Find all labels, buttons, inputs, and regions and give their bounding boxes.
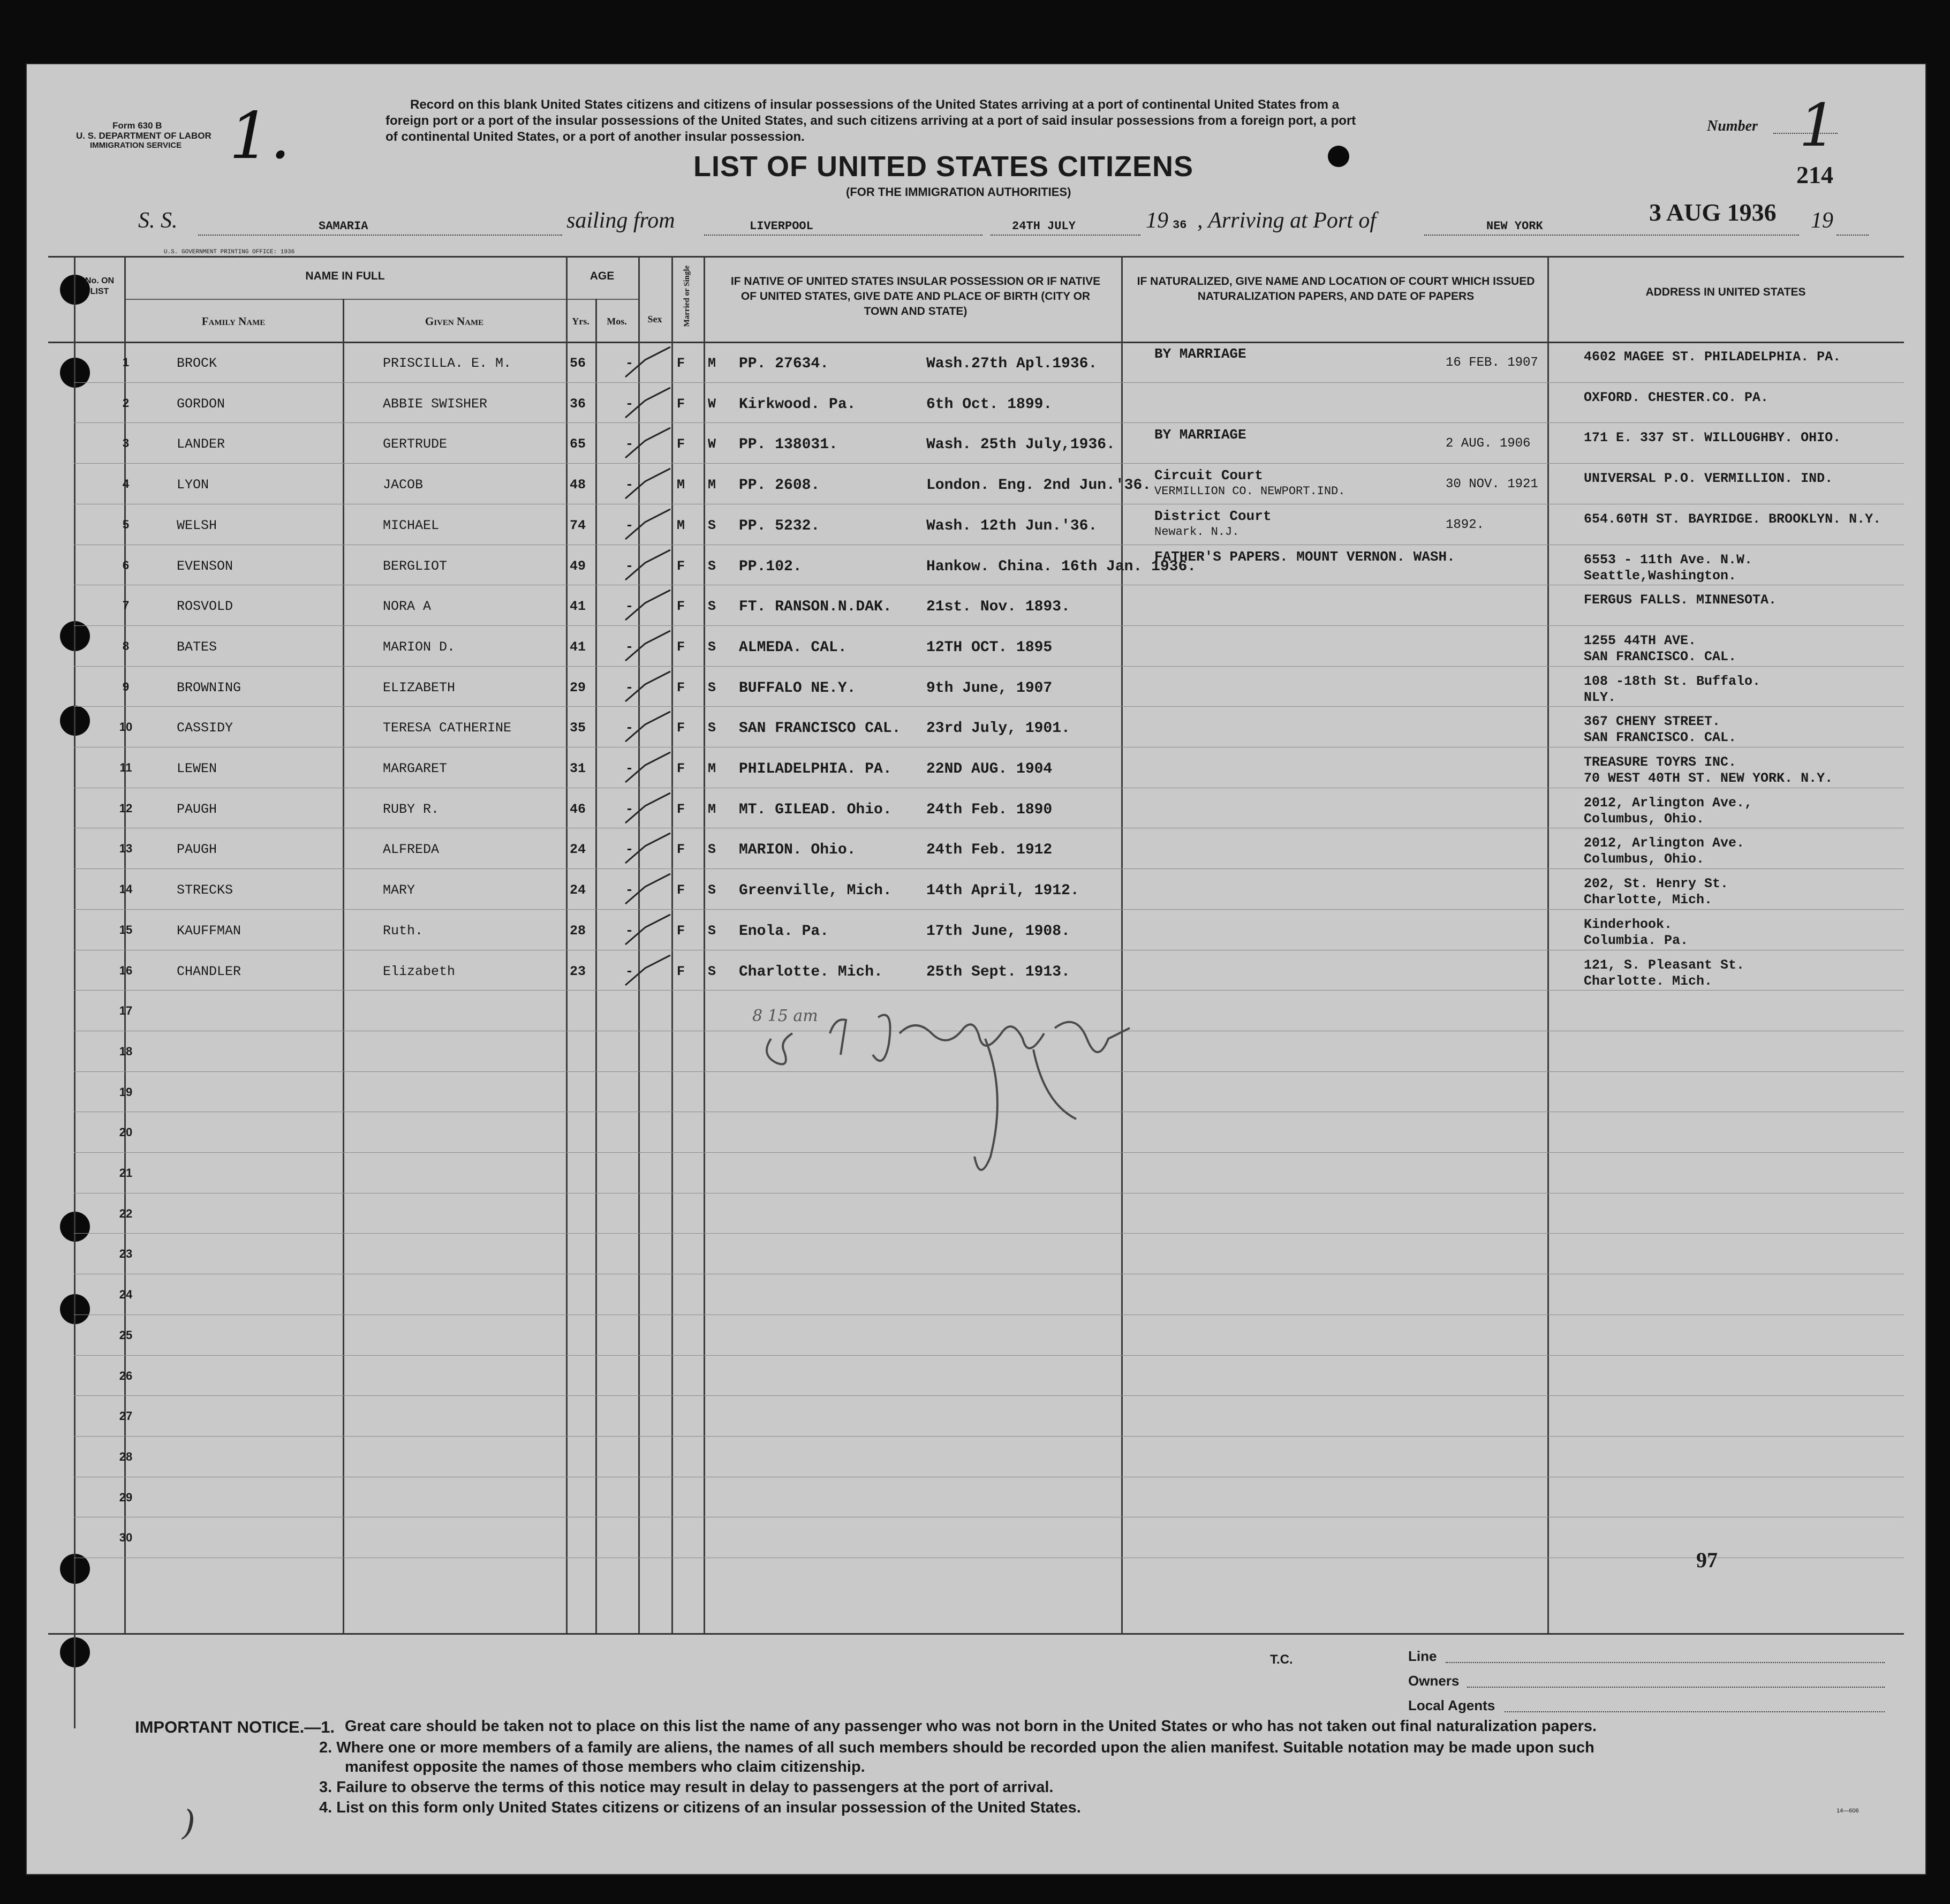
marital-cell: S bbox=[708, 558, 716, 574]
page-subtitle: (FOR THE IMMIGRATION AUTHORITIES) bbox=[846, 185, 1071, 199]
ss-label: S. S. bbox=[138, 208, 178, 233]
age-years-cell: 56 bbox=[570, 356, 586, 371]
header-age: AGE bbox=[589, 270, 615, 282]
margin-mark: ) bbox=[182, 1803, 195, 1843]
row-number: 7 bbox=[122, 599, 130, 613]
header-name-in-full: NAME IN FULL bbox=[305, 270, 385, 282]
row-number: 22 bbox=[119, 1206, 133, 1220]
birth-date-cell: 23rd July, 1901. bbox=[926, 720, 1070, 737]
age-months-cell: - bbox=[625, 761, 634, 776]
given-name-cell: TERESA CATHERINE bbox=[383, 720, 512, 736]
page-title: LIST OF UNITED STATES CITIZENS bbox=[693, 150, 1193, 183]
birth-date-cell: 12TH OCT. 1895 bbox=[926, 639, 1053, 656]
address-line-2: Columbia. Pa. bbox=[1584, 932, 1689, 948]
row-number: 18 bbox=[119, 1044, 133, 1058]
birth-date-cell: 9th June, 1907 bbox=[926, 679, 1053, 697]
given-name-cell: Ruth. bbox=[383, 923, 424, 939]
sex-cell: F bbox=[677, 396, 685, 412]
table-top-border bbox=[48, 256, 1904, 258]
address-line-2: Seattle,Washington. bbox=[1584, 568, 1737, 584]
marital-cell: S bbox=[708, 963, 716, 979]
row-rule bbox=[74, 909, 1904, 910]
naturalization-date-cell: 30 NOV. 1921 bbox=[1446, 477, 1538, 492]
check-mark bbox=[621, 629, 675, 666]
arrival-year-prefix: 19 bbox=[1811, 208, 1833, 233]
notice-3: 3. Failure to observe the terms of this notice may result in delay to passengers at the port of arrival. bbox=[319, 1779, 1054, 1796]
age-years-cell: 49 bbox=[570, 558, 586, 574]
check-mark bbox=[621, 709, 675, 747]
row-number: 21 bbox=[119, 1166, 133, 1180]
number-label: Number bbox=[1707, 118, 1758, 134]
col-line bbox=[343, 299, 344, 1633]
row-rule bbox=[74, 1436, 1904, 1437]
age-years-cell: 28 bbox=[570, 923, 586, 939]
address-line-1: 171 E. 337 ST. WILLOUGHBY. OHIO. bbox=[1584, 430, 1841, 446]
row-number: 26 bbox=[119, 1369, 133, 1382]
form-code: 14—606 bbox=[1836, 1808, 1859, 1814]
row-number: 29 bbox=[119, 1490, 133, 1504]
marital-cell: W bbox=[708, 396, 716, 412]
row-rule bbox=[74, 463, 1904, 464]
family-name-cell: EVENSON bbox=[177, 558, 233, 574]
form-dept: U. S. DEPARTMENT OF LABOR bbox=[76, 131, 211, 141]
arrival-port: NEW YORK bbox=[1486, 220, 1543, 233]
naturalization-date-cell: 2 AUG. 1906 bbox=[1446, 436, 1531, 451]
sex-cell: M bbox=[677, 517, 685, 533]
age-months-cell: - bbox=[625, 558, 634, 574]
arrival-year-underline bbox=[1836, 235, 1869, 236]
sex-cell: F bbox=[677, 761, 685, 776]
row-number: 12 bbox=[119, 801, 133, 815]
age-months-cell: - bbox=[625, 923, 634, 939]
birth-date-cell: 6th Oct. 1899. bbox=[926, 396, 1053, 413]
sail-date: 24TH JULY bbox=[1012, 220, 1076, 233]
from-port: LIVERPOOL bbox=[750, 220, 813, 233]
number-value: 1 bbox=[1799, 91, 1836, 160]
row-number: 30 bbox=[119, 1531, 133, 1545]
row-rule bbox=[74, 1314, 1904, 1315]
given-name-cell: NORA A bbox=[383, 599, 432, 615]
check-mark bbox=[621, 669, 675, 707]
marital-cell: M bbox=[708, 801, 716, 817]
given-name-cell: RUBY R. bbox=[383, 801, 440, 817]
address-line-1: OXFORD. CHESTER.CO. PA. bbox=[1584, 389, 1769, 405]
family-name-cell: PAUGH bbox=[177, 801, 217, 817]
marital-cell: S bbox=[708, 882, 716, 898]
row-number: 23 bbox=[119, 1247, 133, 1261]
birth-date-cell: 17th June, 1908. bbox=[926, 923, 1070, 940]
marital-cell: M bbox=[708, 477, 716, 493]
birth-place-cell: Enola. Pa. bbox=[739, 923, 829, 940]
check-mark bbox=[621, 912, 675, 950]
row-rule bbox=[74, 422, 1904, 423]
header-given-name: Given Name bbox=[425, 315, 484, 328]
birth-place-cell: PP. 2608. bbox=[739, 477, 820, 494]
given-name-cell: MARY bbox=[383, 882, 415, 898]
given-name-cell: MARION D. bbox=[383, 639, 456, 655]
family-name-cell: CHANDLER bbox=[177, 963, 241, 979]
header-mos: Mos. bbox=[607, 316, 627, 327]
address-line-2: SAN FRANCISCO. CAL. bbox=[1584, 730, 1737, 746]
naturalization-location-cell: Newark. N.J. bbox=[1154, 525, 1239, 539]
row-rule bbox=[74, 666, 1904, 667]
row-number: 14 bbox=[119, 882, 133, 896]
notice-label: IMPORTANT NOTICE.—1. bbox=[135, 1718, 335, 1736]
birth-date-cell: 24th Feb. 1890 bbox=[926, 801, 1053, 818]
naturalization-court-cell: Circuit Court bbox=[1154, 467, 1263, 484]
row-rule bbox=[74, 625, 1904, 626]
line-label: Line bbox=[1408, 1648, 1437, 1664]
naturalization-court-cell: BY MARRIAGE bbox=[1154, 346, 1246, 362]
address-line-1: 1255 44TH AVE. bbox=[1584, 632, 1697, 648]
marital-cell: M bbox=[708, 356, 716, 371]
family-name-cell: PAUGH bbox=[177, 842, 217, 858]
row-number: 1 bbox=[122, 356, 130, 369]
row-number: 11 bbox=[119, 761, 132, 774]
row-rule bbox=[74, 1355, 1904, 1356]
birth-place-cell: BUFFALO NE.Y. bbox=[739, 679, 856, 697]
arrival-underline bbox=[1424, 235, 1799, 236]
check-mark bbox=[621, 345, 675, 382]
marital-cell: S bbox=[708, 923, 716, 939]
given-name-cell: BERGLIOT bbox=[383, 558, 448, 574]
row-number: 15 bbox=[119, 923, 133, 936]
notice-2b: manifest opposite the names of those members who claim citizenship. bbox=[345, 1758, 865, 1775]
age-months-cell: - bbox=[625, 356, 634, 371]
arriving-label: , Arriving at Port of bbox=[1197, 208, 1377, 233]
row-number: 9 bbox=[122, 679, 130, 693]
family-name-cell: LEWEN bbox=[177, 761, 217, 776]
check-mark bbox=[621, 588, 675, 625]
table-bottom-border bbox=[48, 1633, 1904, 1635]
given-name-cell: ALFREDA bbox=[383, 842, 440, 858]
age-years-cell: 24 bbox=[570, 842, 586, 858]
birth-place-cell: PP.102. bbox=[739, 558, 802, 575]
line-underline bbox=[1446, 1662, 1885, 1663]
address-line-1: Kinderhook. bbox=[1584, 916, 1673, 932]
age-months-cell: - bbox=[625, 477, 634, 493]
address-line-1: 367 CHENY STREET. bbox=[1584, 714, 1721, 730]
age-years-cell: 48 bbox=[570, 477, 586, 493]
notice-2a: 2. Where one or more members of a family are aliens, the names of all such members should be recorded upon the alien manifest. Suitable notation may be made upon such bbox=[319, 1739, 1594, 1756]
birth-place-cell: MT. GILEAD. Ohio. bbox=[739, 801, 892, 818]
given-name-cell: PRISCILLA. E. M. bbox=[383, 356, 512, 371]
naturalization-date-cell: 16 FEB. 1907 bbox=[1446, 356, 1538, 370]
year-prefix: 19 bbox=[1146, 208, 1168, 233]
sex-cell: M bbox=[677, 477, 685, 493]
address-line-1: 108 -18th St. Buffalo. bbox=[1584, 673, 1761, 689]
address-line-2: 70 WEST 40TH ST. NEW YORK. N.Y. bbox=[1584, 770, 1833, 786]
birth-place-cell: Charlotte. Mich. bbox=[739, 963, 883, 980]
age-sub-divider bbox=[566, 299, 638, 300]
age-years-cell: 35 bbox=[570, 720, 586, 736]
marital-cell: S bbox=[708, 842, 716, 858]
sex-cell: F bbox=[677, 842, 685, 858]
sailing-label: sailing from bbox=[566, 208, 675, 233]
instructions-line-3: of continental United States, or a port of another insular possession. bbox=[386, 130, 805, 144]
birth-date-cell: 25th Sept. 1913. bbox=[926, 963, 1070, 980]
table-header-divider bbox=[48, 342, 1904, 343]
marital-cell: S bbox=[708, 639, 716, 655]
row-number: 27 bbox=[119, 1409, 133, 1423]
col-line bbox=[74, 256, 75, 1728]
given-name-cell: GERTRUDE bbox=[383, 436, 448, 452]
form-id: Form 630 B bbox=[112, 120, 162, 131]
address-line-1: FERGUS FALLS. MINNESOTA. bbox=[1584, 592, 1777, 608]
family-name-cell: BROCK bbox=[177, 356, 217, 371]
col-line bbox=[1121, 256, 1123, 1633]
sex-cell: F bbox=[677, 558, 685, 574]
header-family-name: Family Name bbox=[201, 315, 266, 328]
birth-date-cell: London. Eng. 2nd Jun.'36. bbox=[926, 477, 1152, 494]
check-mark bbox=[621, 953, 675, 991]
marital-cell: S bbox=[708, 517, 716, 533]
check-mark bbox=[621, 872, 675, 909]
sail-date-underline bbox=[991, 235, 1140, 236]
address-line-1: TREASURE TOYRS INC. bbox=[1584, 754, 1737, 770]
age-months-cell: - bbox=[625, 882, 634, 898]
address-line-1: 202, St. Henry St. bbox=[1584, 876, 1729, 892]
notice-4: 4. List on this form only United States citizens or citizens of an insular possession of the United States. bbox=[319, 1799, 1081, 1816]
age-years-cell: 36 bbox=[570, 396, 586, 412]
family-name-cell: ROSVOLD bbox=[177, 599, 233, 615]
naturalization-court-cell: BY MARRIAGE bbox=[1154, 427, 1246, 443]
age-years-cell: 41 bbox=[570, 639, 586, 655]
col-line bbox=[704, 256, 705, 1633]
row-number: 5 bbox=[122, 517, 130, 531]
printer-line: U.S. GOVERNMENT PRINTING OFFICE: 1936 bbox=[164, 249, 295, 255]
age-years-cell: 65 bbox=[570, 436, 586, 452]
address-line-2: SAN FRANCISCO. CAL. bbox=[1584, 648, 1737, 664]
birth-date-cell: 14th April, 1912. bbox=[926, 882, 1079, 900]
age-months-cell: - bbox=[625, 436, 634, 452]
birth-date-cell: 24th Feb. 1912 bbox=[926, 842, 1053, 859]
row-rule bbox=[74, 868, 1904, 869]
row-number: 16 bbox=[119, 963, 133, 977]
sex-cell: F bbox=[677, 639, 685, 655]
row-rule bbox=[74, 1395, 1904, 1396]
row-rule bbox=[74, 990, 1904, 991]
age-years-cell: 29 bbox=[570, 679, 586, 696]
row-number: 24 bbox=[119, 1288, 133, 1302]
inspector-signature bbox=[755, 996, 1151, 1199]
header-naturalized: IF NATURALIZED, GIVE NAME AND LOCATION OF COURT WHICH ISSUED NATURALIZATION PAPERS, AND DATE OF PAPERS bbox=[1137, 275, 1535, 303]
family-name-cell: LANDER bbox=[177, 436, 225, 452]
row-rule bbox=[74, 706, 1904, 707]
given-name-cell: MARGARET bbox=[383, 761, 448, 776]
age-years-cell: 74 bbox=[570, 517, 586, 533]
address-line-1: 2012, Arlington Ave. bbox=[1584, 835, 1745, 851]
col-line bbox=[566, 256, 568, 1633]
naturalization-date-cell: 1892. bbox=[1446, 517, 1485, 532]
birth-place-cell: Greenville, Mich. bbox=[739, 882, 892, 900]
age-months-cell: - bbox=[625, 517, 634, 533]
birth-place-cell: SAN FRANCISCO CAL. bbox=[739, 720, 901, 737]
ship-underline bbox=[198, 235, 562, 236]
from-underline bbox=[704, 235, 982, 236]
age-years-cell: 23 bbox=[570, 963, 586, 979]
marital-cell: M bbox=[708, 761, 716, 776]
row-number: 20 bbox=[119, 1125, 133, 1139]
row-number: 10 bbox=[119, 720, 133, 734]
birth-date-cell: 22ND AUG. 1904 bbox=[926, 761, 1053, 777]
naturalization-location-cell: VERMILLION CO. NEWPORT.IND. bbox=[1154, 485, 1346, 498]
family-name-cell: BROWNING bbox=[177, 679, 241, 696]
birth-date-cell: Wash.27th Apl.1936. bbox=[926, 356, 1098, 372]
age-months-cell: - bbox=[625, 720, 634, 736]
manifest-sheet bbox=[26, 63, 1926, 1875]
col-line bbox=[124, 256, 126, 1633]
birth-place-cell: ALMEDA. CAL. bbox=[739, 639, 847, 656]
marital-cell: S bbox=[708, 679, 716, 696]
given-name-cell: JACOB bbox=[383, 477, 424, 493]
form-service: IMMIGRATION SERVICE bbox=[90, 141, 182, 150]
address-line-1: UNIVERSAL P.O. VERMILLION. IND. bbox=[1584, 471, 1833, 487]
row-number: 4 bbox=[122, 477, 130, 491]
check-mark bbox=[621, 750, 675, 788]
birth-date-cell: 21st. Nov. 1893. bbox=[926, 599, 1070, 616]
sex-cell: F bbox=[677, 356, 685, 371]
naturalization-court-cell: District Court bbox=[1154, 508, 1272, 524]
name-sub-divider bbox=[124, 299, 566, 300]
given-name-cell: ELIZABETH bbox=[383, 679, 456, 696]
address-line-1: 2012, Arlington Ave., bbox=[1584, 795, 1753, 811]
instructions-line-1: Record on this blank United States citizens and citizens of insular possessions of the United States arriving at a port of continental United States from a bbox=[410, 97, 1339, 112]
check-mark bbox=[621, 791, 675, 828]
row-number: 8 bbox=[122, 639, 130, 653]
address-line-1: 121, S. Pleasant St. bbox=[1584, 957, 1745, 973]
address-line-1: 4602 MAGEE ST. PHILADELPHIA. PA. bbox=[1584, 349, 1841, 365]
ink-blot bbox=[1328, 146, 1349, 167]
age-years-cell: 31 bbox=[570, 761, 586, 776]
age-years-cell: 46 bbox=[570, 801, 586, 817]
age-months-cell: - bbox=[625, 599, 634, 615]
naturalization-court-cell: FATHER'S PAPERS. MOUNT VERNON. WASH. bbox=[1154, 548, 1455, 565]
sex-cell: F bbox=[677, 882, 685, 898]
family-name-cell: LYON bbox=[177, 477, 209, 493]
sex-cell: F bbox=[677, 436, 685, 452]
birth-place-cell: MARION. Ohio. bbox=[739, 842, 856, 859]
row-number: 25 bbox=[119, 1328, 133, 1342]
address-line-2: Columbus, Ohio. bbox=[1584, 851, 1705, 867]
birth-date-cell: Wash. 12th Jun.'36. bbox=[926, 517, 1098, 534]
address-line-2: Columbus, Ohio. bbox=[1584, 811, 1705, 827]
marital-cell: W bbox=[708, 436, 716, 452]
row-number: 2 bbox=[122, 396, 130, 410]
check-mark bbox=[621, 426, 675, 463]
sex-cell: F bbox=[677, 801, 685, 817]
row-number: 3 bbox=[122, 436, 130, 450]
sex-cell: F bbox=[677, 963, 685, 979]
given-name-cell: Elizabeth bbox=[383, 963, 456, 979]
family-name-cell: WELSH bbox=[177, 517, 217, 533]
agents-underline bbox=[1505, 1711, 1885, 1712]
age-months-cell: - bbox=[625, 801, 634, 817]
row-number: 19 bbox=[119, 1085, 133, 1099]
address-line-2: NLY. bbox=[1584, 689, 1616, 705]
arrival-date-stamp: 3 AUG 1936 bbox=[1649, 199, 1777, 226]
tc-label: T.C. bbox=[1270, 1652, 1293, 1667]
notice-1: Great care should be taken not to place on this list the name of any passenger who was not born in the United States or who has not taken out final naturalization papers. bbox=[345, 1718, 1597, 1735]
birth-place-cell: PP. 27634. bbox=[739, 356, 829, 372]
birth-place-cell: Kirkwood. Pa. bbox=[739, 396, 856, 413]
sex-cell: F bbox=[677, 923, 685, 939]
address-line-1: 654.60TH ST. BAYRIDGE. BROOKLYN. N.Y. bbox=[1584, 511, 1881, 527]
check-mark bbox=[621, 386, 675, 423]
age-months-cell: - bbox=[625, 396, 634, 412]
header-yrs: Yrs. bbox=[572, 316, 589, 327]
row-number: 28 bbox=[119, 1449, 133, 1463]
birth-place-cell: PP. 138031. bbox=[739, 436, 838, 454]
marital-cell: S bbox=[708, 599, 716, 615]
header-sex: Sex bbox=[647, 314, 662, 324]
age-years-cell: 41 bbox=[570, 599, 586, 615]
page-number: 214 bbox=[1796, 161, 1833, 188]
given-name-cell: MICHAEL bbox=[383, 517, 440, 533]
instructions-line-2: foreign port or a port of the insular possessions of the United States, and such citizens arriving at a port of said insular possessions from a foreign port, a port bbox=[386, 114, 1356, 128]
age-months-cell: - bbox=[625, 679, 634, 696]
age-months-cell: - bbox=[625, 963, 634, 979]
sex-cell: F bbox=[677, 679, 685, 696]
total-count: 97 bbox=[1696, 1548, 1718, 1572]
sex-cell: F bbox=[677, 599, 685, 615]
year-suffix: 36 bbox=[1173, 218, 1187, 232]
marital-cell: S bbox=[708, 720, 716, 736]
birth-place-cell: PP. 5232. bbox=[739, 517, 820, 534]
address-line-2: Charlotte. Mich. bbox=[1584, 973, 1713, 989]
check-mark bbox=[621, 548, 675, 585]
age-years-cell: 24 bbox=[570, 882, 586, 898]
family-name-cell: CASSIDY bbox=[177, 720, 233, 736]
family-name-cell: STRECKS bbox=[177, 882, 233, 898]
address-line-2: Charlotte, Mich. bbox=[1584, 892, 1713, 908]
row-number: 6 bbox=[122, 558, 130, 572]
agents-label: Local Agents bbox=[1408, 1697, 1495, 1713]
check-mark bbox=[621, 507, 675, 545]
birth-date-cell: Hankow. China. 16th Jan. 1936. bbox=[926, 558, 1197, 575]
ship-name: SAMARIA bbox=[319, 220, 368, 233]
sex-cell: F bbox=[677, 720, 685, 736]
family-name-cell: BATES bbox=[177, 639, 217, 655]
row-rule bbox=[74, 1233, 1904, 1234]
family-name-cell: KAUFFMAN bbox=[177, 923, 241, 939]
birth-place-cell: PHILADELPHIA. PA. bbox=[739, 761, 892, 777]
birth-place-cell: FT. RANSON.N.DAK. bbox=[739, 599, 892, 616]
given-name-cell: ABBIE SWISHER bbox=[383, 396, 488, 412]
header-married: Married or Single bbox=[683, 265, 691, 327]
header-address: ADDRESS IN UNITED STATES bbox=[1645, 286, 1806, 298]
signature-time: 8 15 am bbox=[752, 1007, 818, 1025]
family-name-cell: GORDON bbox=[177, 396, 225, 412]
row-number: 13 bbox=[119, 842, 133, 856]
age-months-cell: - bbox=[625, 639, 634, 655]
owners-underline bbox=[1467, 1687, 1885, 1688]
header-birth: IF NATIVE OF UNITED STATES INSULAR POSSESSION OR IF NATIVE OF UNITED STATES, GIVE DATE AND PLACE OF BIRTH (CITY OR TOWN AND STATE) bbox=[730, 275, 1101, 318]
hand-mark: 1. bbox=[229, 99, 291, 173]
row-rule bbox=[74, 382, 1904, 383]
age-months-cell: - bbox=[625, 842, 634, 858]
check-mark bbox=[621, 466, 675, 504]
owners-label: Owners bbox=[1408, 1673, 1460, 1689]
birth-date-cell: Wash. 25th July,1936. bbox=[926, 436, 1115, 454]
col-line bbox=[1547, 256, 1549, 1633]
col-line bbox=[595, 299, 597, 1633]
address-line-1: 6553 - 11th Ave. N.W. bbox=[1584, 551, 1753, 568]
header-no: No. ON LIST bbox=[85, 276, 115, 296]
check-mark bbox=[621, 831, 675, 868]
row-number: 17 bbox=[119, 1004, 133, 1018]
